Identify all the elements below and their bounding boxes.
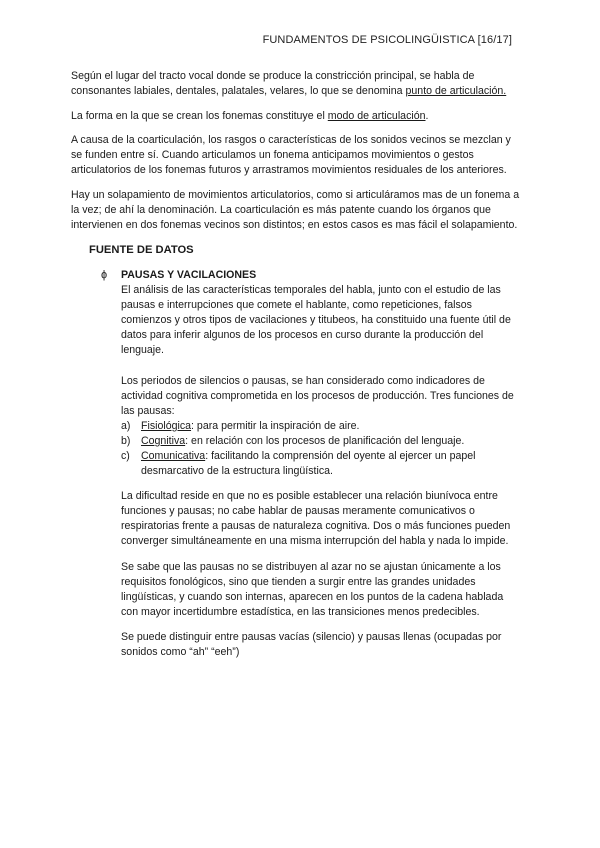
paragraph-dificultad: La dificultad reside en que no es posible establecer una relación biunívoca entre funciones y pausas; no cabe hablar de pausas meramente comunicativos o respiratorias frente a pausas de naturaleza cognitiva. Dos o más funciones pueden converger simultáneamente en una misma interrupción del habla y nada lo impide. xyxy=(121,490,511,548)
paragraph-text: Según el lugar del tracto vocal donde se produce la constricción principal, se habla de consonantes labiales, dentales, palatales, velares, lo que se denomina xyxy=(71,70,475,98)
list-item xyxy=(121,434,523,449)
subsection-pausas xyxy=(101,268,523,660)
list-item xyxy=(121,419,523,434)
paragraph-text: La forma en la que se crean los fonemas constituye el xyxy=(71,109,328,122)
phi-bullet-icon: ɸ xyxy=(101,268,108,281)
paragraph-solapamiento: Hay un solapamiento de movimientos articulatorios, como si articuláramos mas de un fonema a la vez; de ahí la denominación. La coarticulación es más patente cuando los órganos que intervienen en dos fonemas vecinos son distintos; en estos casos es mas fácil el solapamiento. xyxy=(71,189,520,232)
function-desc: : en relación con los procesos de planificación del lenguaje. xyxy=(185,434,465,447)
subsection-body xyxy=(121,283,523,660)
function-desc: : para permitir la inspiración de aire. xyxy=(191,419,360,432)
paragraph-distribucion: Se sabe que las pausas no se distribuyen al azar no se ajustan únicamente a los requisitos fonológicos, sino que tienden a surgir entre las grandes unidades lingüísticas, y cuando son internas, aparecen en los puntos de la cadena hablada con mayor incertidumbre estadística, en las transiciones menos predecibles. xyxy=(121,560,504,618)
list-marker: b) xyxy=(121,434,131,447)
paragraph-coarticulacion: A causa de la coarticulación, los rasgos o características de los sonidos vecinos se mezclan y se funden entre sí. Cuando articulamos un fonema anticipamos movimientos o gestos articulatorios de los fonemas futuros y arrastramos movimientos residuales de los anteriores. xyxy=(71,134,511,177)
list-item xyxy=(121,449,523,479)
paragraph-analisis: El análisis de las características temporales del habla, junto con el estudio de las pausas e interrupciones que comete el hablante, como repeticiones, falsos comienzos y otros tipos de vacilaciones y titubeos, ha constituido una fuente útil de datos para inferir algunos de los procesos en curso durante la producción del lenguaje. xyxy=(121,284,511,357)
function-term: Fisiológica xyxy=(141,419,192,432)
paragraph-punto-articulacion xyxy=(71,69,523,99)
paragraph-tipos-pausas: Se puede distinguir entre pausas vacías (silencio) y pausas llenas (ocupadas por sonidos como “ah” “eeh”) xyxy=(121,630,502,658)
list-marker: c) xyxy=(121,449,130,462)
subsection-title: PAUSAS Y VACILACIONES xyxy=(121,268,257,281)
term-modo-articulacion: modo de articulación xyxy=(327,109,426,122)
paragraph-text-end: . xyxy=(425,109,429,122)
term-punto-articulacion: punto de articulación. xyxy=(405,85,507,98)
document-body xyxy=(71,69,523,670)
page-header: FUNDAMENTOS DE PSICOLINGÜISTICA [16/17] xyxy=(262,34,512,46)
functions-list xyxy=(121,419,523,479)
paragraph-periodos: Los periodos de silencios o pausas, se han considerado como indicadores de actividad cognitiva comprometida en los procesos de producción. Tres funciones de las pausas: xyxy=(121,374,514,417)
function-desc: : facilitando la comprensión del oyente al ejercer un papel desmarcativo de la estructura lingüística. xyxy=(141,449,476,478)
list-marker: a) xyxy=(121,419,131,432)
section-title: FUENTE DE DATOS xyxy=(89,243,194,256)
function-term: Cognitiva xyxy=(141,434,186,447)
paragraph-modo-articulacion xyxy=(71,109,523,124)
function-term: Comunicativa xyxy=(141,449,206,462)
